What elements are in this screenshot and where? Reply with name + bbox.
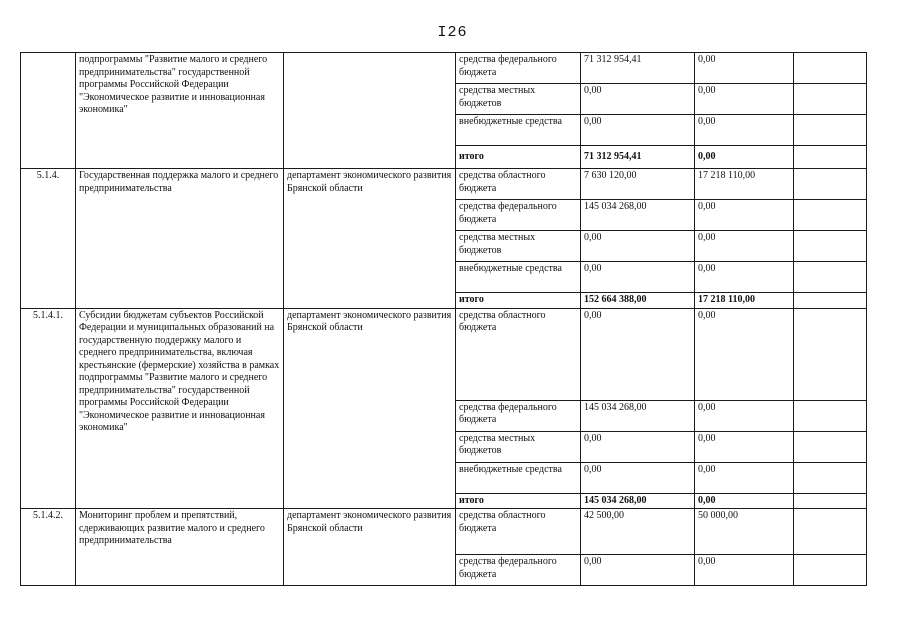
- item-executor: [284, 53, 456, 169]
- value-year-2: 17 218 110,00: [695, 293, 794, 309]
- value-year-1: 145 034 268,00: [581, 400, 695, 431]
- empty-cell: [794, 555, 867, 586]
- value-year-1: 0,00: [581, 462, 695, 493]
- empty-cell: [794, 53, 867, 84]
- value-year-1: 71 312 954,41: [581, 53, 695, 84]
- value-year-1: 0,00: [581, 84, 695, 115]
- value-year-1: 7 630 120,00: [581, 169, 695, 200]
- item-code-cell: [21, 53, 76, 169]
- funding-source: средства федерального бюджета: [456, 200, 581, 231]
- funding-source: средства областного бюджета: [456, 308, 581, 400]
- empty-cell: [794, 115, 867, 146]
- value-year-1: 152 664 388,00: [581, 293, 695, 309]
- value-year-1: 145 034 268,00: [581, 493, 695, 509]
- item-code: 5.1.4.2.: [21, 509, 76, 586]
- item-description: Субсидии бюджетам субъектов Российской Федерации и муниципальных образований на государственную поддержку малого и среднего предпринимательства, включая крестьянские (фермерские) хозяйства в рамках подпрограммы "Развитие малого и среднего предпринимательства" государственной программы Российской Федерации "Экономическое развитие и инновационная экономика": [76, 308, 284, 509]
- item-code: 5.1.4.: [21, 169, 76, 309]
- page-number: I26: [437, 24, 468, 41]
- empty-cell: [794, 262, 867, 293]
- value-year-2: 0,00: [695, 146, 794, 169]
- item-description: Мониторинг проблем и препятствий, сдерживающих развитие малого и среднего предпринимательства: [76, 509, 284, 586]
- empty-cell: [794, 400, 867, 431]
- value-year-2: 0,00: [695, 200, 794, 231]
- value-year-1: 0,00: [581, 555, 695, 586]
- table-row: [21, 169, 867, 200]
- value-year-1: 42 500,00: [581, 509, 695, 555]
- empty-cell: [794, 200, 867, 231]
- value-year-2: 0,00: [695, 400, 794, 431]
- empty-cell: [794, 231, 867, 262]
- funding-source: средства федерального бюджета: [456, 53, 581, 84]
- funding-source: внебюджетные средства: [456, 262, 581, 293]
- item-executor: департамент экономического развития Брянской области: [284, 169, 456, 309]
- table-row: [21, 509, 867, 555]
- value-year-1: 0,00: [581, 431, 695, 462]
- funding-source-total: итого: [456, 146, 581, 169]
- value-year-1: 71 312 954,41: [581, 146, 695, 169]
- value-year-2: 0,00: [695, 493, 794, 509]
- item-description: подпрограммы "Развитие малого и среднего предпринимательства" государственной программы Российской Федерации "Экономическое развитие и инновационная экономика": [76, 53, 284, 169]
- funding-source: средства федерального бюджета: [456, 400, 581, 431]
- funding-source: внебюджетные средства: [456, 115, 581, 146]
- item-executor: департамент экономического развития Брянской области: [284, 509, 456, 586]
- empty-cell: [794, 84, 867, 115]
- value-year-2: 0,00: [695, 84, 794, 115]
- empty-cell: [794, 509, 867, 555]
- table-row: [21, 53, 867, 84]
- funding-source: средства областного бюджета: [456, 509, 581, 555]
- funding-source: средства местных бюджетов: [456, 84, 581, 115]
- funding-source: средства местных бюджетов: [456, 231, 581, 262]
- value-year-2: 0,00: [695, 431, 794, 462]
- funding-source: средства местных бюджетов: [456, 431, 581, 462]
- item-description: Государственная поддержка малого и среднего предпринимательства: [76, 169, 284, 309]
- value-year-2: 0,00: [695, 53, 794, 84]
- empty-cell: [794, 431, 867, 462]
- item-code: 5.1.4.1.: [21, 308, 76, 509]
- empty-cell: [794, 462, 867, 493]
- value-year-2: 0,00: [695, 231, 794, 262]
- value-year-1: 145 034 268,00: [581, 200, 695, 231]
- value-year-2: 0,00: [695, 308, 794, 400]
- value-year-1: 0,00: [581, 115, 695, 146]
- funding-source-total: итого: [456, 493, 581, 509]
- funding-source: внебюджетные средства: [456, 462, 581, 493]
- item-executor: департамент экономического развития Брянской области: [284, 308, 456, 509]
- value-year-1: 0,00: [581, 308, 695, 400]
- value-year-2: 17 218 110,00: [695, 169, 794, 200]
- empty-cell: [794, 293, 867, 309]
- value-year-2: 0,00: [695, 555, 794, 586]
- table-row: [21, 308, 867, 400]
- value-year-2: 0,00: [695, 462, 794, 493]
- value-year-1: 0,00: [581, 231, 695, 262]
- funding-source: средства областного бюджета: [456, 169, 581, 200]
- value-year-1: 0,00: [581, 262, 695, 293]
- value-year-2: 0,00: [695, 115, 794, 146]
- empty-cell: [794, 169, 867, 200]
- value-year-2: 0,00: [695, 262, 794, 293]
- value-year-2: 50 000,00: [695, 509, 794, 555]
- empty-cell: [794, 308, 867, 400]
- empty-cell: [794, 493, 867, 509]
- funding-source: средства федерального бюджета: [456, 555, 581, 586]
- budget-table: [20, 52, 867, 586]
- empty-cell: [794, 146, 867, 169]
- funding-source-total: итого: [456, 293, 581, 309]
